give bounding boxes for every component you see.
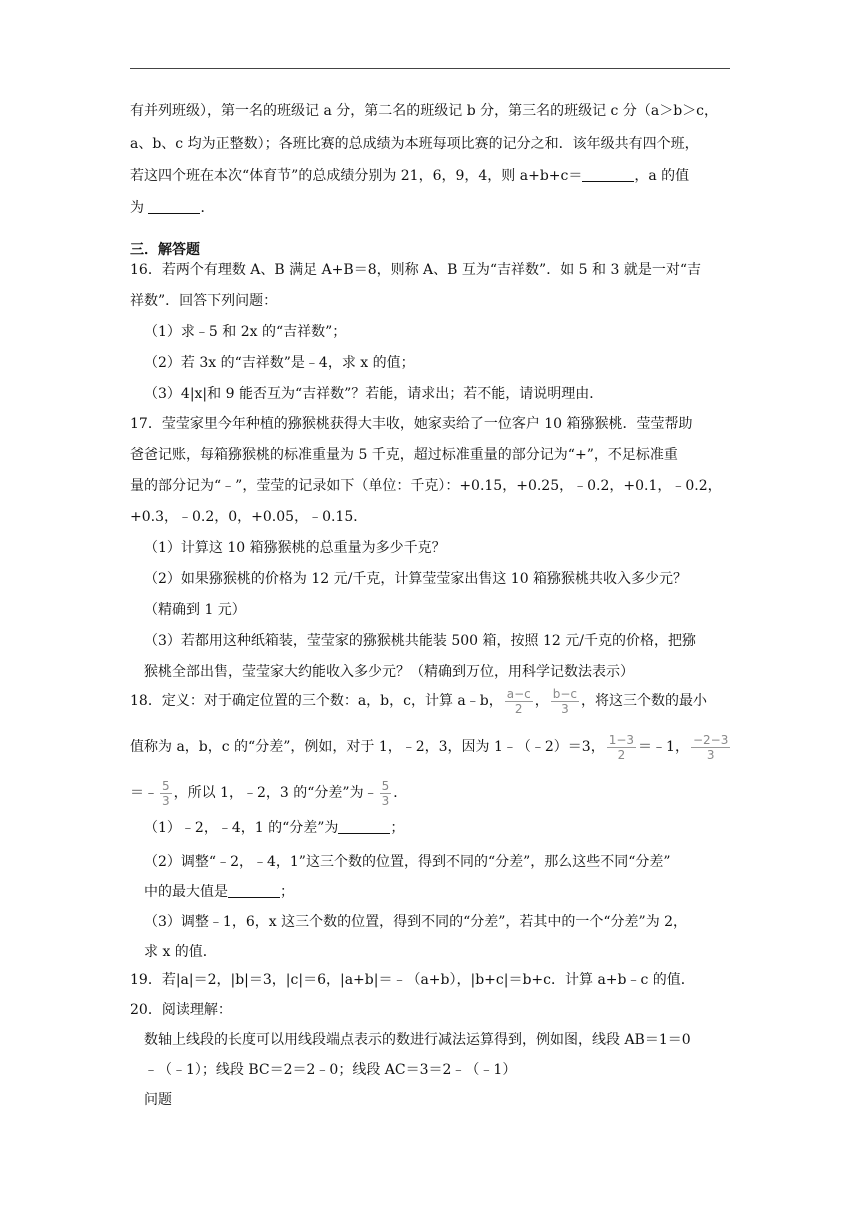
q20-line-3: ﹣（﹣1）；线段 BC＝2＝2﹣0；线段 AC＝3＝2﹣（﹣1） xyxy=(144,1062,517,1078)
q17-line-1: 17．莹莹家里今年种植的猕猴桃获得大丰收，她家卖给了一位客户 10 箱猕猴桃．莹莹帮助 xyxy=(130,416,693,432)
q15-line-1: 有并列班级），第一名的班级记 a 分，第二名的班级记 b 分，第三名的班级记 c 分（a＞b＞c， xyxy=(130,103,718,119)
q20-line-1: 20．阅读理解： xyxy=(130,1002,232,1018)
q17-part-2b: （精确到 1 元） xyxy=(144,602,246,618)
q18-text: ； xyxy=(280,884,294,900)
fraction xyxy=(160,779,172,808)
q15-text: 若这四个班在本次“体育节”的总成绩分别为 21，6，9，4，则 a+b+c＝ xyxy=(130,168,583,184)
header-rule xyxy=(130,68,730,69)
q19-line: 19．若|a|＝2，|b|＝3，|c|＝6，|a+b|＝﹣（a+b），|b+c|＝b+c．计算 a+b﹣c 的值． xyxy=(130,972,695,988)
q17-line-2: 爸爸记账，每箱猕猴桃的标准重量为 5 千克，超过标准重量的部分记为“+”，不足标准重 xyxy=(130,447,678,463)
q16-part-2: （2）若 3x 的“吉祥数”是﹣4，求 x 的值； xyxy=(144,355,415,371)
q18-text: ，所以 1，﹣2，3 的“分差”为﹣ xyxy=(173,785,378,801)
fraction-denominator: 3 xyxy=(561,701,569,716)
q18-text: 值称为 a，b，c 的“分差”，例如，对于 1，﹣2，3，因为 1﹣（﹣2）＝3， xyxy=(130,739,605,755)
q18-part-3b: 求 x 的值． xyxy=(144,944,217,960)
q18-line-2 xyxy=(130,729,730,765)
q18-text: ，将这三个数的最小 xyxy=(581,693,708,709)
answer-blank xyxy=(228,883,280,898)
q16-part-3: （3）4|x|和 9 能否互为“吉祥数”？若能，请求出；若不能，请说明理由． xyxy=(144,386,604,402)
q18-text: ． xyxy=(393,785,408,801)
fraction xyxy=(505,687,533,716)
fraction-numerator: b−c xyxy=(552,686,578,701)
fraction-denominator: 3 xyxy=(381,793,390,808)
q17-part-3: （3）若都用这种纸箱装，莹莹家的猕猴桃共能装 500 箱，按照 12 元/千克的价格，把猕 xyxy=(144,633,696,649)
fraction xyxy=(691,733,730,762)
fraction-numerator: a−c xyxy=(506,686,531,701)
q16-line-2: 祥数”．回答下列问题： xyxy=(130,293,278,309)
q17-line-4: +0.3，﹣0.2，0，+0.05，﹣0.15． xyxy=(130,509,368,525)
q18-text: 中的最大值是 xyxy=(144,884,228,900)
q20-line-2: 数轴上线段的长度可以用线段端点表示的数进行减法运算得到，例如图，线段 AB＝1＝0 xyxy=(144,1032,691,1048)
q17-part-1: （1）计算这 10 箱猕猴桃的总重量为多少千克？ xyxy=(144,540,446,556)
q18-line-1: 18．定义：对于确定位置的三个数：a，b，c，计算 a﹣b， $\frac{a-c}{2}$ ， $\frac{b-c}{3}$ ，将这三个数的最小 xyxy=(130,686,708,716)
fraction xyxy=(551,687,579,716)
section-heading: 三．解答题 xyxy=(130,242,200,258)
q18-part-2: （2）调整“﹣2，﹣4，1”这三个数的位置，得到不同的“分差”，那么这些不同“分差” xyxy=(144,854,671,870)
q15-line-3 xyxy=(130,166,730,186)
fraction-numerator: −2−3 xyxy=(692,732,729,747)
q15-line-4 xyxy=(130,198,730,218)
q18-part-2b xyxy=(144,882,730,902)
q18-part-1 xyxy=(144,818,730,838)
fraction xyxy=(607,733,636,762)
q20-line-4: 问题 xyxy=(144,1092,172,1108)
q15-text: 为 xyxy=(130,200,149,216)
q18-text: ＝﹣1， xyxy=(638,739,689,755)
q18-text: 18．定义：对于确定位置的三个数：a，b，c，计算 a﹣b， xyxy=(130,693,503,709)
fraction-numerator: 5 xyxy=(381,778,390,793)
q18-part-3: （3）调整﹣1，6，x 这三个数的位置，得到不同的“分差”，若其中的一个“分差”为 2， xyxy=(144,914,688,930)
q18-text: ＝﹣ xyxy=(130,785,158,801)
q17-part-2: （2）如果猕猴桃的价格为 12 元/千克，计算莹莹家出售这 10 箱猕猴桃共收入多少元？ xyxy=(144,571,688,587)
q18-text: ； xyxy=(390,820,405,836)
fraction xyxy=(380,779,392,808)
q18-line-3 xyxy=(130,775,730,811)
fraction-denominator: 2 xyxy=(514,701,523,716)
answer-blank xyxy=(338,819,390,834)
fraction-numerator: 1−3 xyxy=(608,732,635,747)
q18-text: （1）﹣2，﹣4，1 的“分差”为 xyxy=(144,820,339,836)
answer-blank xyxy=(148,199,200,214)
fraction-denominator: 2 xyxy=(617,747,626,762)
fraction-denominator: 3 xyxy=(162,793,170,808)
q16-line-1: 16．若两个有理数 A、B 满足 A+B＝8，则称 A、B 互为“吉祥数”．如 5 和 3 就是一对“吉 xyxy=(130,262,701,278)
q15-line-2: a、b、c 均为正整数）；各班比赛的总成绩为本班每项比赛的记分之和．该年级共有四个班， xyxy=(130,136,699,152)
q15-text: ． xyxy=(200,200,215,216)
fraction-numerator: 5 xyxy=(162,778,170,793)
q17-part-3b: 猴桃全部出售，莹莹家大约能收入多少元？（精确到万位，用科学记数法表示） xyxy=(144,664,634,680)
q17-line-3: 量的部分记为“﹣”，莹莹的记录如下（单位：千克）：+0.15，+0.25，﹣0.2，+0.1，﹣0.2， xyxy=(130,478,722,494)
q16-part-1: （1）求﹣5 和 2x 的“吉祥数”； xyxy=(144,324,347,340)
fraction-denominator: 3 xyxy=(706,747,715,762)
answer-blank xyxy=(582,167,634,182)
q15-text: ，a 的值 xyxy=(634,168,690,184)
